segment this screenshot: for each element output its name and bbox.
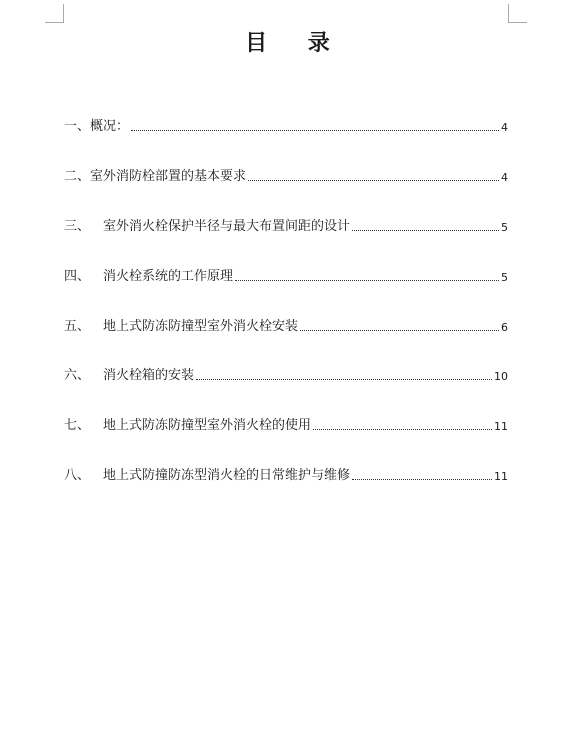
- toc-entry-number: 七、: [64, 418, 91, 434]
- toc-leader-dots: [196, 378, 492, 380]
- toc-entry-page: 6: [501, 320, 508, 334]
- toc-entry-2[interactable]: [64, 165, 508, 185]
- toc-entry-page: 11: [494, 420, 508, 434]
- toc-entry-number: 一、: [64, 119, 91, 134]
- toc-entry-6[interactable]: [64, 364, 508, 384]
- toc-entry-number: 六、: [64, 368, 91, 384]
- toc-entry-number: 四、: [64, 268, 91, 284]
- toc-entry-text: 地上式防冻防撞型室外消火栓的使用: [103, 418, 312, 434]
- toc-entry-text: 概况：: [90, 119, 130, 134]
- toc-entry-3[interactable]: [64, 215, 508, 235]
- toc-entry-number: 五、: [64, 318, 91, 334]
- toc-entry-number: 八、: [64, 468, 91, 484]
- crop-mark-top-right: [508, 4, 527, 23]
- toc-leader-dots: [300, 329, 499, 331]
- toc-leader-dots: [352, 229, 499, 231]
- toc-entry-7[interactable]: [64, 414, 508, 434]
- toc-leader-dots: [313, 428, 492, 430]
- toc-entry-text: 室外消火栓保护半径与最大布置间距的设计: [103, 218, 351, 234]
- toc-entry-page: 4: [501, 121, 508, 134]
- toc-entry-text: 消火栓箱的安装: [103, 368, 195, 384]
- toc-entry-1[interactable]: [64, 115, 508, 135]
- toc-leader-dots: [248, 179, 499, 181]
- toc-leader-dots: [131, 129, 499, 131]
- toc-entry-page: 10: [494, 370, 508, 384]
- toc-entry-5[interactable]: [64, 315, 508, 335]
- toc-entry-text: 地上式防撞防冻型消火栓的日常维护与维修: [103, 468, 351, 484]
- toc-entry-page: 5: [501, 220, 508, 234]
- toc-leader-dots: [352, 478, 492, 480]
- toc-entry-number: 二、: [64, 168, 91, 184]
- toc-entry-text: 消火栓系统的工作原理: [103, 268, 234, 284]
- crop-mark-top-left: [45, 4, 64, 23]
- toc-entry-number: 三、: [64, 218, 91, 234]
- table-of-contents: [64, 115, 508, 514]
- toc-entry-8[interactable]: [64, 464, 508, 484]
- toc-entry-page: 5: [501, 270, 508, 284]
- toc-entry-4[interactable]: [64, 265, 508, 285]
- toc-entry-page: 4: [501, 170, 508, 184]
- toc-entry-text: 室外消防栓部置的基本要求: [90, 168, 247, 184]
- toc-entry-text: 地上式防冻防撞型室外消火栓安装: [103, 318, 299, 334]
- toc-leader-dots: [235, 279, 499, 281]
- toc-entry-page: 11: [494, 470, 508, 484]
- toc-title: 目 录: [245, 30, 332, 56]
